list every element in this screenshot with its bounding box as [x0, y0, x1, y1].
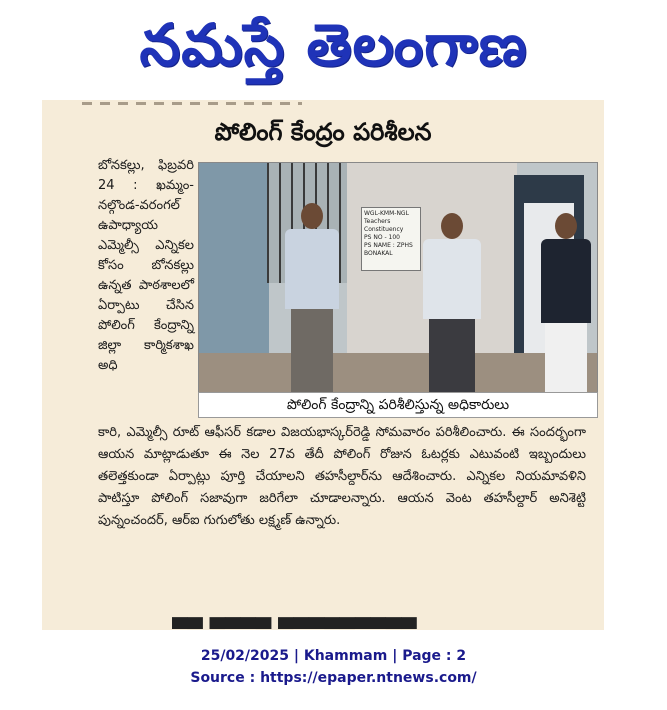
- newspaper-title: నమస్తే తెలంగాణ: [139, 11, 528, 79]
- photo-caption: పోలింగ్ కేంద్రాన్ని పరిశీలిస్తున్న అధికారులు: [198, 392, 598, 418]
- article-lead-column: బోనకల్లు, ఫిబ్రవరి 24 : ఖమ్మం-నల్గొండ-వరంగల్ ఉపాధ్యాయ ఎమ్మెల్సీ ఎన్నికల కోసం బోనకల్లు ఉన్నత పాఠశాలలో ఏర్పాటు చేసిన పోలింగ్ కేంద్రాన్ని జిల్లా కార్మికశాఖ అధి: [98, 158, 194, 373]
- article-headline: పోలింగ్ కేంద్రం పరిశీలన: [214, 118, 432, 146]
- article-photo: [198, 162, 598, 394]
- article-body: కారి, ఎమ్మెల్సీ రూట్ ఆఫీసర్ కడాల విజయభాస్కర్‌రెడ్డి సోమవారం పరిశీలించారు. ఈ సందర్భంగా ఆయన మాట్లాడుతూ ఈ నెల 27వ తేదీ పోలింగ్ రోజున ఓటర్లకు ఎటువంటి ఇబ్బందులు తలెత్తకుండా ఏర్పాట్లు పూర్తి చేయాలని తహసీల్దార్‌ను ఆదేశించారు. ఎన్నికల నియమావళిని పాటిస్తూ పోలింగ్ సజావుగా జరిగేలా చూడాలన్నారు. ఆయన వెంట తహసీల్దార్ అనిశెట్టి పున్నంచందర్, ఆర్ఐ గుగులోతు లక్ష్మణ్ ఉన్నారు.: [98, 425, 586, 528]
- footer-source: Source : https://epaper.ntnews.com/: [190, 670, 477, 686]
- clipping-top-edge: [42, 100, 604, 110]
- footer-date-edition: 25/02/2025 | Khammam | Page : 2: [200, 648, 467, 664]
- masthead: [0, 0, 667, 90]
- cut-off-next-headline: ▀▀ ▀▀▀▀ ▀▀▀▀▀▀▀▀▀: [172, 617, 417, 630]
- news-clipping: [42, 100, 604, 630]
- polling-station-sign: WGL-KMM-NGL Teachers Constituency PS NO - 100 PS NAME : ZPHS BONAKAL: [361, 207, 421, 271]
